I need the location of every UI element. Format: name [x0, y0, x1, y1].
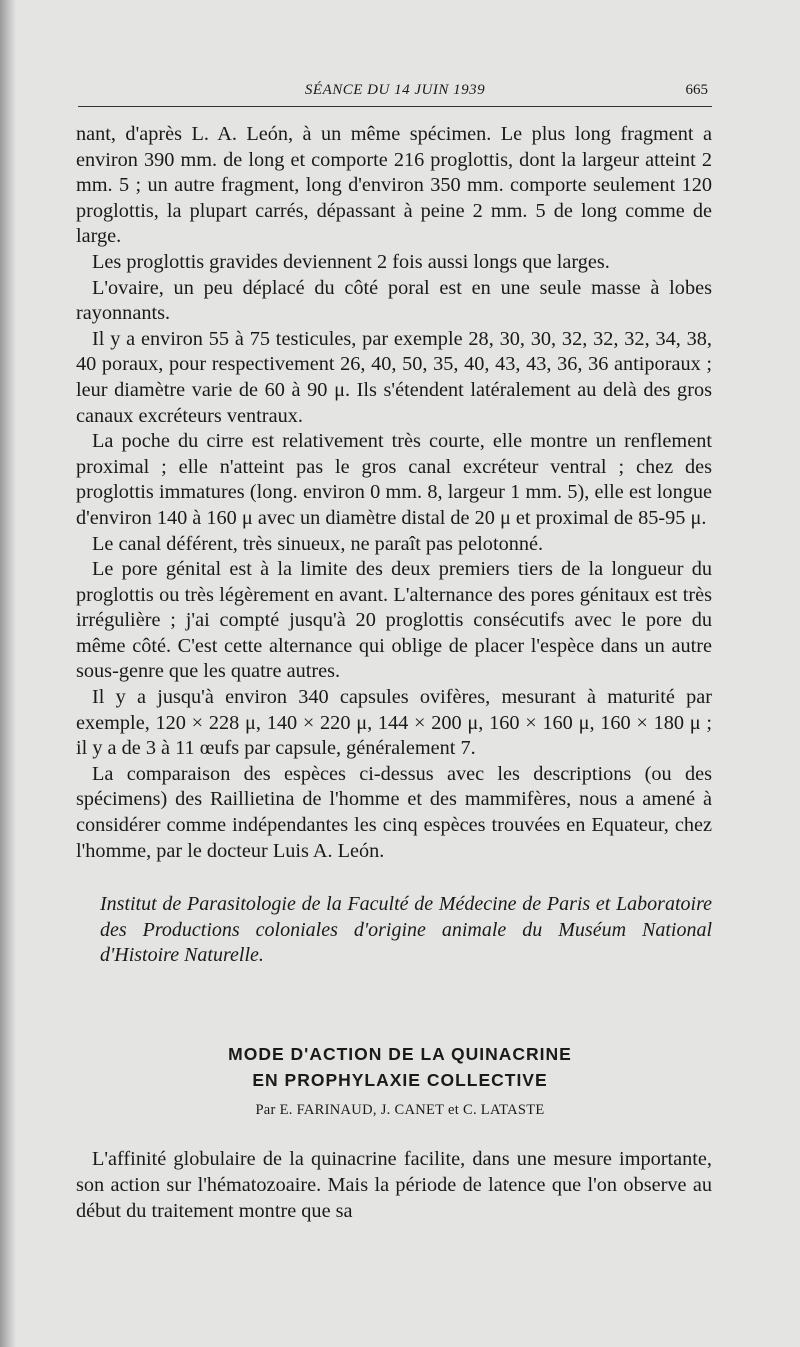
paragraph: La comparaison des espèces ci-dessus avec les descriptions (ou des spécimens) des Raillietina de l'homme et des mammifères, nous a amené à considérer comme indépendantes les cinq espèces trouvées en Equateur, chez l'homme, par le docteur Luis A. León. [76, 762, 712, 862]
paragraph: L'ovaire, un peu déplacé du côté poral est en une seule masse à lobes rayonnants. [76, 276, 712, 325]
page-header [78, 78, 712, 107]
paragraph: La poche du cirre est relativement très courte, elle montre un renflement proximal ; elle n'atteint pas le gros canal excréteur ventral ; chez des proglottis immatures (long. environ 0 mm. 8, largeur 1 mm. 5), elle est longue d'environ 140 à 160 μ avec un diamètre distal de 20 μ et proximal de 85-95 μ. [76, 430, 712, 529]
article-title-line-2: EN PROPHYLAXIE COLLECTIVE [252, 1070, 548, 1090]
paragraph: Il y a jusqu'à environ 340 capsules ovifères, mesurant à maturité par exemple, 120 × 228 μ, 140 × 220 μ, 144 × 200 μ, 160 × 160 μ, 160 × 180 μ ; il y a de 3 à 11 œufs par capsule, généralement 7. [76, 686, 712, 760]
paragraph: Il y a environ 55 à 75 testicules, par exemple 28, 30, 30, 32, 32, 32, 34, 38, 40 poraux, pour respectivement 26, 40, 50, 35, 40, 43, 43, 36, 36 antiporaux ; leur diamètre varie de 60 à 90 μ. Ils s'étendent latéralement au delà des gros canaux excréteurs ventraux. [76, 327, 712, 427]
body-text [76, 122, 712, 864]
paragraph: L'affinité globulaire de la quinacrine facilite, dans une mesure importante, son action sur l'hématozoaire. Mais la période de latence que l'on observe au début du traitement montre que sa [76, 1148, 712, 1222]
paragraph: Le canal déférent, très sinueux, ne paraît pas pelotonné. [92, 532, 544, 555]
article-title-line-1: MODE D'ACTION DE LA QUINACRINE [228, 1044, 572, 1064]
page-binding-shadow [0, 0, 16, 1347]
article-authors: Par E. FARINAUD, J. CANET et C. LATASTE [255, 1102, 545, 1118]
paragraph: Le pore génital est à la limite des deux premiers tiers de la longueur du proglottis ou très légèrement en avant. L'alternance des pores génitaux est très irrégulière ; j'ai compté jusqu'à 20 proglottis consécutifs avec le pore du même côté. C'est cette alternance qui oblige de placer l'espèce dans un autre sous-genre que les quatre autres. [76, 558, 712, 683]
page-number: 665 [685, 82, 708, 98]
affiliation: Institut de Parasitologie de la Faculté de Médecine de Paris et Laboratoire des Productions coloniales d'origine animale du Muséum National d'Histoire Naturelle. [100, 893, 712, 967]
paragraph: nant, d'après L. A. León, à un même spécimen. Le plus long fragment a environ 390 mm. de long et comporte 216 proglottis, dont la largeur atteint 2 mm. 5 ; un autre fragment, long d'environ 350 mm. comporte seulement 120 proglottis, la plupart carrés, dépassant à peine 2 mm. 5 de long comme de large. [76, 123, 712, 248]
article-intro [76, 1146, 712, 1224]
paragraph: Les proglottis gravides deviennent 2 fois aussi longs que larges. [92, 250, 610, 273]
running-head: SÉANCE DU 14 JUIN 1939 [304, 82, 486, 98]
